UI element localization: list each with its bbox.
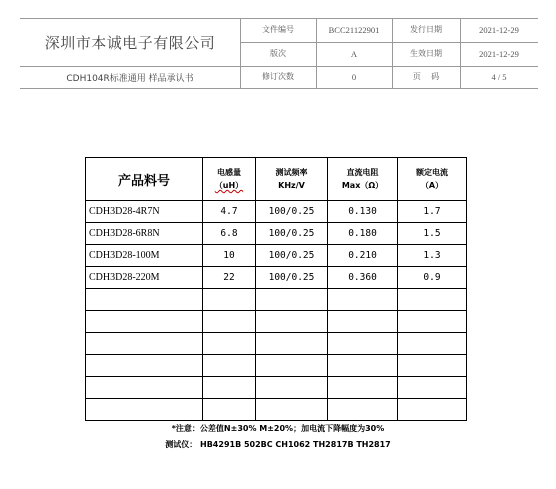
cell-rated-current: 1.3	[398, 245, 467, 267]
issue-date-value: 2021-12-29	[479, 25, 519, 35]
header-part-no: 产品料号	[86, 158, 203, 201]
cell-dc-resistance: 0.130	[328, 201, 398, 223]
empty-cell	[86, 399, 203, 421]
effective-date-label: 生效日期	[410, 49, 442, 58]
effective-date-value: 2021-12-29	[479, 49, 519, 59]
cell-inductance: 4.7	[203, 201, 256, 223]
empty-cell	[203, 377, 256, 399]
cell-inductance: 22	[203, 267, 256, 289]
doc-no-label: 文件编号	[262, 25, 294, 34]
empty-cell	[256, 311, 328, 333]
page-value: 4 / 5	[491, 72, 507, 82]
cell-part-no: CDH3D28-220M	[86, 267, 203, 289]
empty-cell	[398, 355, 467, 377]
empty-table-row	[86, 333, 467, 355]
empty-table-row	[86, 377, 467, 399]
empty-table-row	[86, 311, 467, 333]
table-header-row	[86, 158, 467, 201]
empty-cell	[86, 333, 203, 355]
version-value: A	[350, 49, 358, 59]
cell-test-frequency: 100/0.25	[256, 201, 328, 223]
tolerance-note: *注意：公差值N±30% M±20%；加电流下降幅度为30%	[171, 424, 385, 433]
empty-cell	[86, 311, 203, 333]
company-name: 深圳市本诚电子有限公司	[44, 33, 216, 52]
header-inductance: 电感量 （uH）	[203, 158, 256, 201]
empty-cell	[256, 377, 328, 399]
document-header	[20, 18, 538, 90]
empty-cell	[203, 311, 256, 333]
empty-cell	[86, 289, 203, 311]
table-row	[86, 223, 467, 245]
empty-cell	[328, 311, 398, 333]
cell-test-frequency: 100/0.25	[256, 223, 328, 245]
empty-cell	[203, 355, 256, 377]
empty-table-row	[86, 399, 467, 421]
header-dc-resistance: 直流电阻 Max（Ω）	[328, 158, 398, 201]
header-test-frequency: 测试频率 KHz/V	[256, 158, 328, 201]
version-label: 版次	[270, 49, 286, 58]
empty-cell	[398, 311, 467, 333]
header-rated-current: 额定电流 （A）	[398, 158, 467, 201]
empty-cell	[328, 399, 398, 421]
cell-rated-current: 1.5	[398, 223, 467, 245]
issue-date-label: 发行日期	[410, 25, 442, 34]
cell-part-no: CDH3D28-4R7N	[86, 201, 203, 223]
page-label: 页 码	[412, 72, 440, 81]
cell-rated-current: 1.7	[398, 201, 467, 223]
empty-cell	[256, 333, 328, 355]
empty-cell	[203, 399, 256, 421]
empty-cell	[203, 333, 256, 355]
empty-cell	[86, 355, 203, 377]
empty-cell	[328, 377, 398, 399]
empty-cell	[398, 377, 467, 399]
cell-test-frequency: 100/0.25	[256, 267, 328, 289]
revision-value: 0	[351, 72, 357, 82]
empty-cell	[256, 289, 328, 311]
spec-table	[85, 157, 467, 421]
revision-label: 修订次数	[262, 72, 294, 81]
cell-test-frequency: 100/0.25	[256, 245, 328, 267]
cell-dc-resistance: 0.210	[328, 245, 398, 267]
cell-inductance: 6.8	[203, 223, 256, 245]
test-instruments-note: 测试仪： HB4291B 502BC CH1062 TH2817B TH2817	[165, 440, 391, 449]
empty-table-row	[86, 355, 467, 377]
document-subtitle: CDH104R标准通用 样品承认书	[66, 73, 194, 84]
empty-cell	[328, 289, 398, 311]
empty-cell	[256, 399, 328, 421]
empty-cell	[328, 333, 398, 355]
cell-dc-resistance: 0.180	[328, 223, 398, 245]
cell-rated-current: 0.9	[398, 267, 467, 289]
cell-dc-resistance: 0.360	[328, 267, 398, 289]
empty-cell	[203, 289, 256, 311]
cell-part-no: CDH3D28-6R8N	[86, 223, 203, 245]
empty-cell	[398, 333, 467, 355]
doc-no-value: BCC21122901	[328, 25, 380, 35]
table-row	[86, 245, 467, 267]
empty-table-row	[86, 289, 467, 311]
empty-cell	[398, 289, 467, 311]
empty-cell	[256, 355, 328, 377]
table-row	[86, 267, 467, 289]
empty-cell	[86, 377, 203, 399]
cell-inductance: 10	[203, 245, 256, 267]
cell-part-no: CDH3D28-100M	[86, 245, 203, 267]
table-row	[86, 201, 467, 223]
empty-cell	[398, 399, 467, 421]
empty-cell	[328, 355, 398, 377]
